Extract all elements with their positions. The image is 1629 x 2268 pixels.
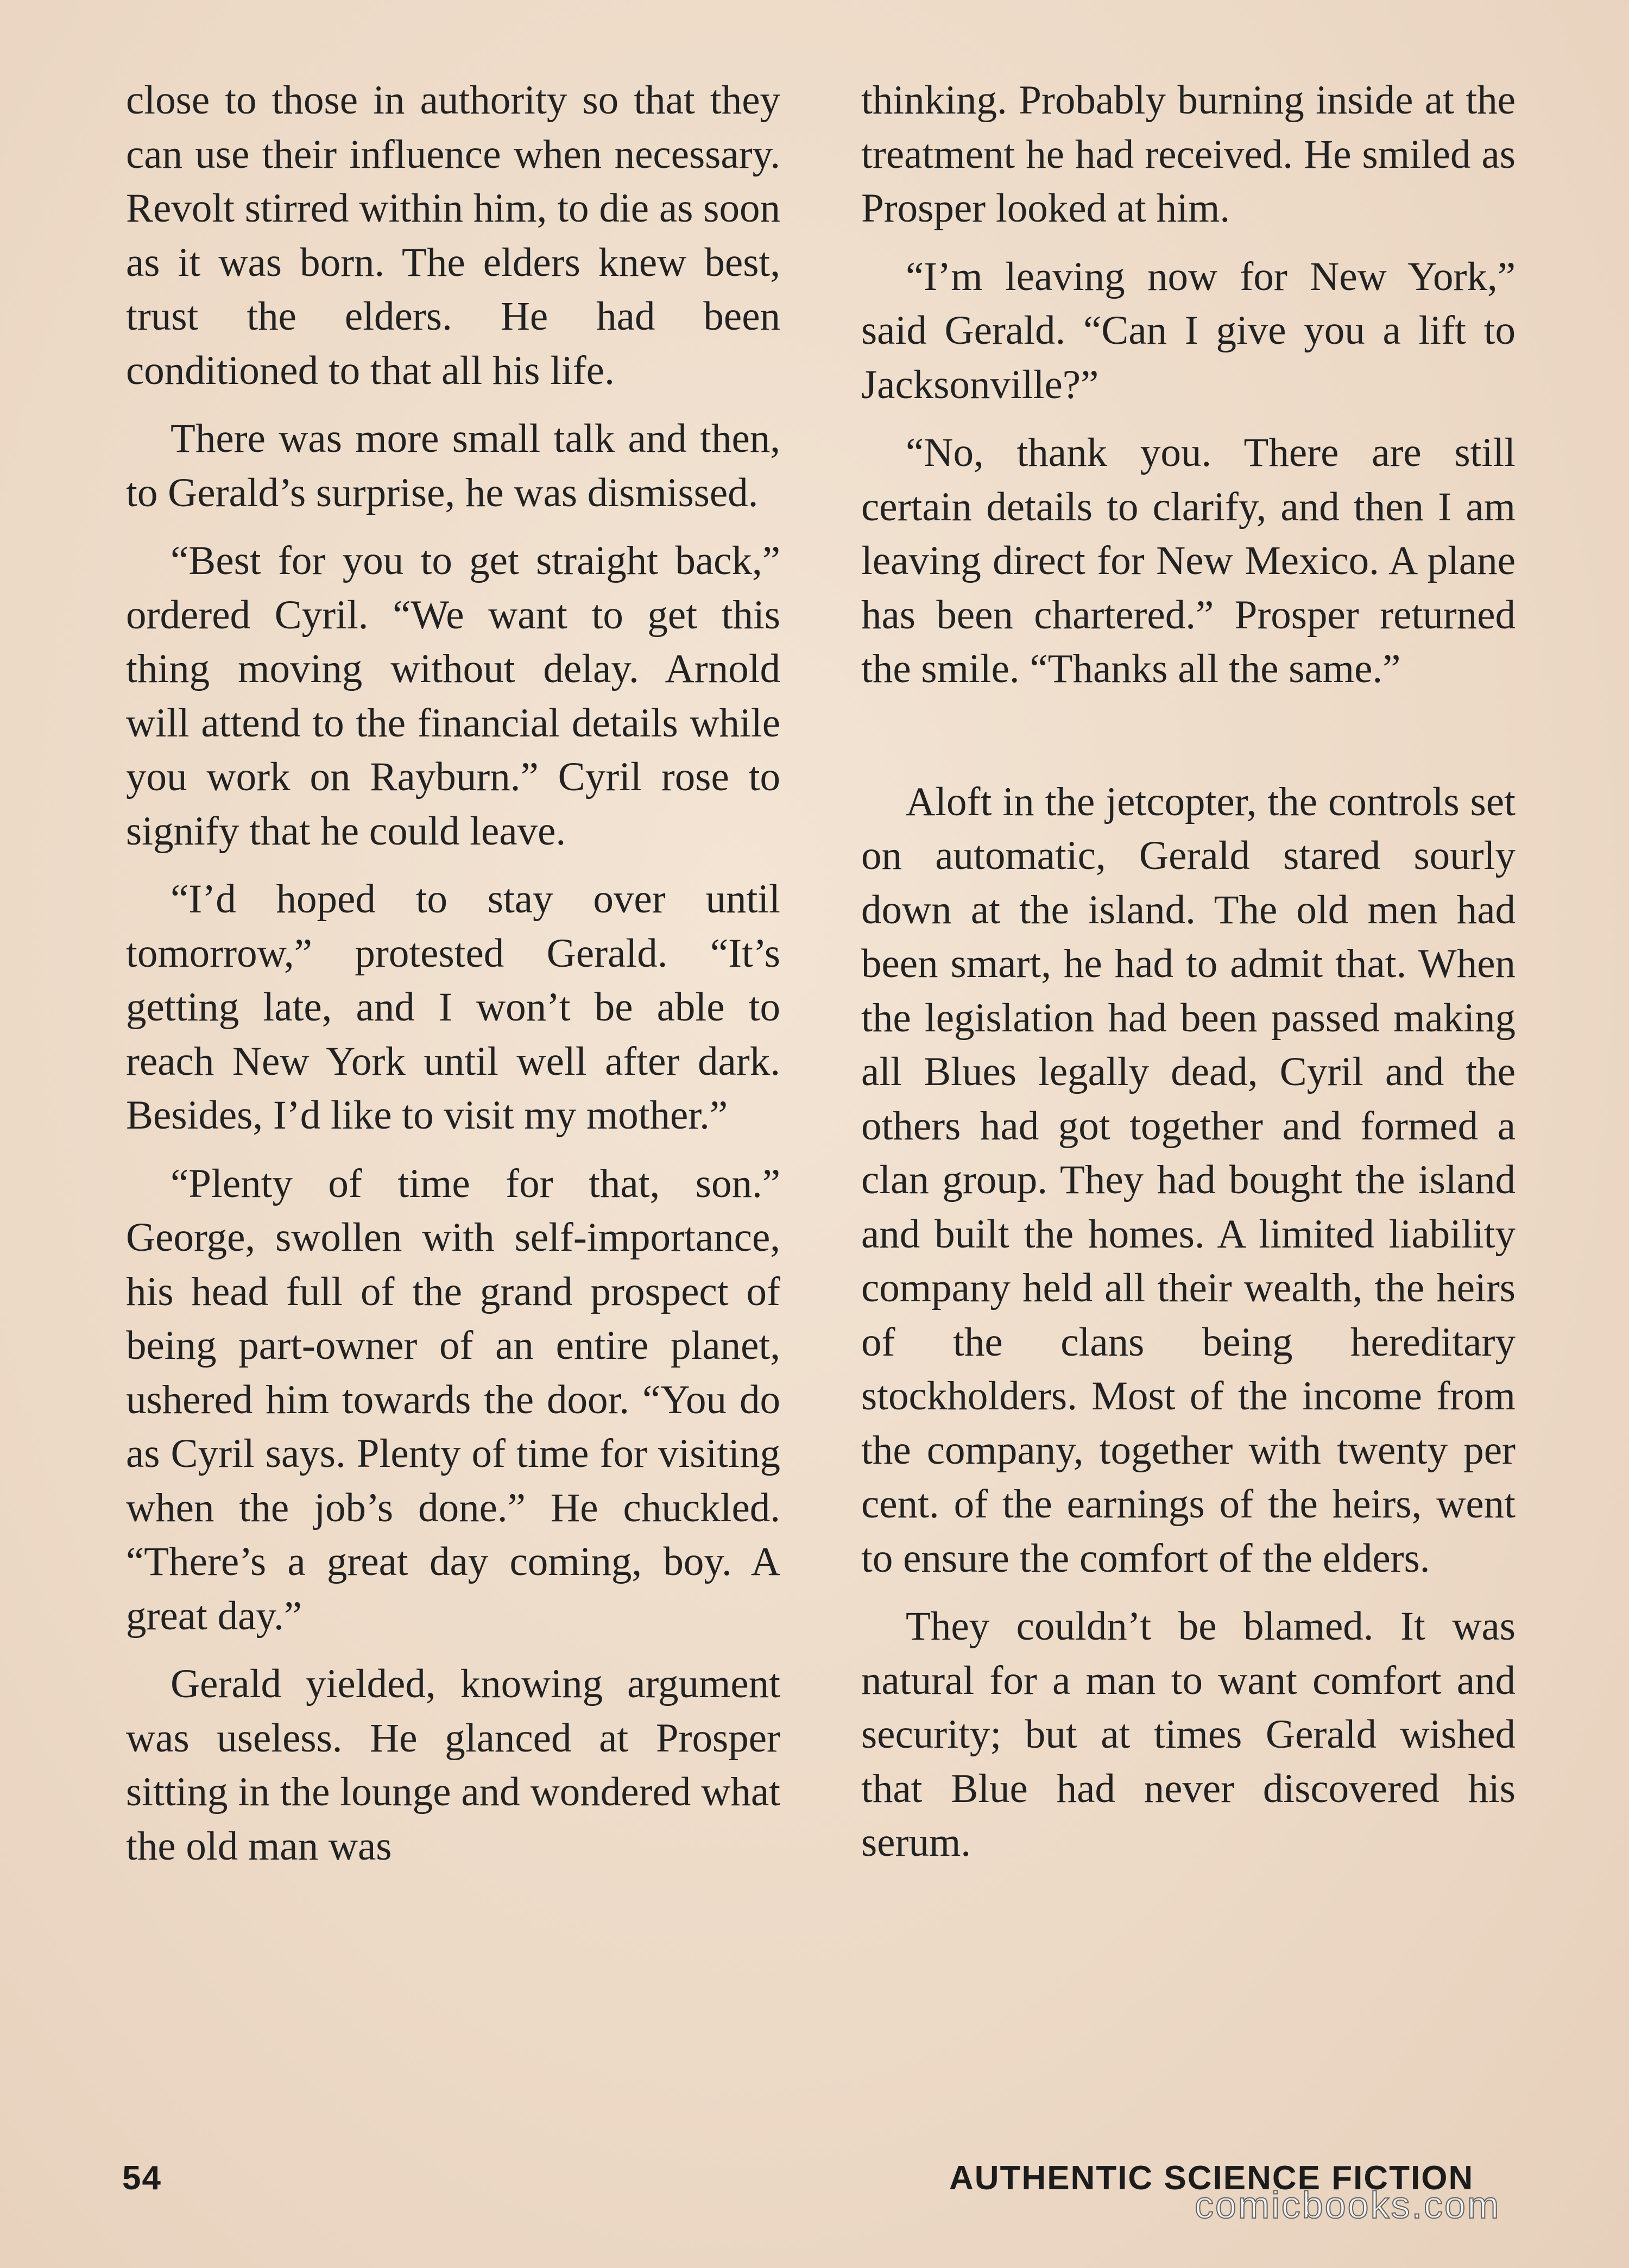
paragraph: Aloft in the jetcopter, the controls set on automatic, Gerald stared sourly down at the island. The old men had been smart, he had to admit that. When the legislation had been passed making all Blues legally dead, Cyril and the others had got together and formed a clan group. They had bought the island and built the homes. A limited liability company held all their wealth, the heirs of the clans being hereditary stockholders. Most of the income from the company, together with twenty per cent. of the earnings of the heirs, went to ensure the comfort of the elders. xyxy=(861,779,1516,1581)
paragraph: Gerald yielded, knowing argument was useless. He glanced at Prosper sitting in the lounge and wondered what the old man was xyxy=(126,1661,780,1869)
paragraph: “I’m leaving now for New York,” said Gerald. “Can I give you a lift to Jacksonville?” xyxy=(861,254,1516,407)
paragraph: They couldn’t be blamed. It was natural for a man to want comfort and security; but at times Gerald wished that Blue had never discovered his serum. xyxy=(861,1604,1516,1865)
paragraph: “Best for you to get straight back,” ordered Cyril. “We want to get this thing moving without delay. Arnold will attend to the financial details while you work on Rayburn.” Cyril rose to signify that he could leave. xyxy=(126,538,780,854)
watermark: comicbooks.com xyxy=(1195,2184,1501,2226)
paragraph: close to those in authority so that they can use their influence when necessary. Revolt stirred within him, to die as soon as it was born. The elders knew best, trust the elders. He had been conditioned to that all his life. xyxy=(126,78,780,393)
paragraph: “No, thank you. There are still certain details to clarify, and then I am leaving direct for New Mexico. A plane has been chartered.” Prosper returned the smile. “Thanks all the same.” xyxy=(861,430,1516,691)
left-column xyxy=(126,73,780,1887)
running-title: AUTHENTIC SCIENCE FICTION xyxy=(949,2159,1474,2197)
right-column xyxy=(861,73,1516,1884)
paragraph: “Plenty of time for that, son.” George, swollen with self-importance, his head full of the grand prospect of being part-owner of an entire planet, ushered him towards the door. “You do as Cyril says. Plenty of time for visiting when the job’s done.” He chuckled. “There’s a great day coming, boy. A great day.” xyxy=(126,1161,780,1639)
paragraph: “I’d hoped to stay over until tomorrow,” protested Gerald. “It’s getting late, and I won’t be able to reach New York until well after dark. Besides, I’d like to visit my mother.” xyxy=(126,877,780,1138)
paragraph: thinking. Probably burning inside at the treatment he had received. He smiled as Prosper looked at him. xyxy=(861,78,1516,231)
page-number: 54 xyxy=(122,2159,162,2197)
paragraph: There was more small talk and then, to Gerald’s surprise, he was dismissed. xyxy=(126,416,780,515)
